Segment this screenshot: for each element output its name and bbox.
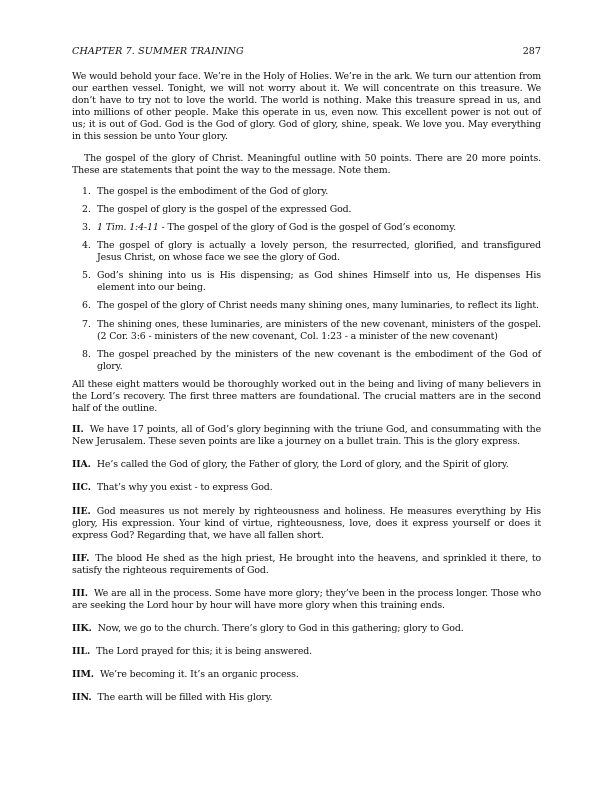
section-text: That’s why you exist - to express God. <box>96 482 273 494</box>
list-number: 3. <box>82 221 91 233</box>
list-item <box>72 300 541 312</box>
section-text: The blood He shed as the high priest, He brought into the heavens, and sprinkled it there, to satisfy the righteous requirements of God. <box>72 552 541 576</box>
list-text: The gospel of the glory of Christ needs many shining ones, many luminaries, to reflect its light. <box>97 300 539 312</box>
section-text: He’s called the God of glory, the Father of glory, the Lord of glory, and the Spirit of glory. <box>96 459 509 471</box>
section-label: IIF. <box>72 552 90 564</box>
list-item <box>72 204 541 216</box>
page-number: 287 <box>522 46 541 57</box>
section-label: IIA. <box>72 459 91 471</box>
summary-paragraph: All these eight matters would be thoroughly worked out in the being and living of many believers in the Lord’s recovery. The first three matters are foundational. The crucial matters are in the second half of the outline. <box>72 378 541 415</box>
section-text: The Lord prayed for this; it is being answered. <box>96 646 313 658</box>
list-item <box>72 349 541 373</box>
section-iin <box>72 692 541 704</box>
section-text: We have 17 points, all of God’s glory beginning with the triune God, and consummating with the New Jerusalem. These seven points are like a journey on a bullet train. This is the glory express. <box>72 424 541 448</box>
list-number: 4. <box>82 240 91 252</box>
list-number: 8. <box>82 348 91 360</box>
running-header <box>72 45 541 59</box>
section-text: The earth will be filled with His glory. <box>97 692 273 704</box>
list-number: 7. <box>82 318 91 330</box>
list-item <box>72 186 541 198</box>
document-page <box>72 0 541 736</box>
section-iic <box>72 482 541 494</box>
section-iia <box>72 459 541 471</box>
numbered-points-list <box>72 186 541 373</box>
list-text: The gospel is the embodiment of the God of glory. <box>97 185 329 197</box>
list-item <box>72 270 541 294</box>
section-iif <box>72 553 541 577</box>
section-iim <box>72 669 541 681</box>
section-text: We are all in the process. Some have more glory; they’ve been in the process longer. Those who are seeking the Lord hour by hour will have more glory when this training ends. <box>72 588 541 612</box>
list-number: 1. <box>82 185 91 197</box>
list-text: The shining ones, these luminaries, are ministers of the new covenant, ministers of the gospel. (2 Cor. 3:6 - ministers of the new covenant, Col. 1:23 - a minister of the new covenant) <box>97 318 541 342</box>
section-label: II. <box>72 424 84 436</box>
list-number: 6. <box>82 300 91 312</box>
section-iie <box>72 506 541 542</box>
list-item <box>72 240 541 264</box>
section-label: IIN. <box>72 692 92 704</box>
list-text: The gospel preached by the ministers of the new covenant is the embodiment of the God of glory. <box>97 348 541 372</box>
list-text: God’s shining into us is His dispensing; as God shines Himself into us, He dispenses His element into our being. <box>97 270 541 294</box>
scripture-reference: 1 Tim. 1:4-11 <box>97 221 159 233</box>
list-text: The gospel of glory is actually a lovely person, the resurrected, glorified, and transfigured Jesus Christ, on whose face we see the glory of God. <box>97 240 541 264</box>
section-label: IIK. <box>72 623 92 635</box>
section-label: III. <box>72 588 88 599</box>
list-text: The gospel of glory is the gospel of the expressed God. <box>97 203 352 215</box>
section-text: We’re becoming it. It’s an organic process. <box>99 669 299 681</box>
list-item <box>72 319 541 343</box>
section-label: IIM. <box>72 669 94 681</box>
outline-intro-paragraph: The gospel of the glory of Christ. Meaningful outline with 50 points. There are 20 more points. These are statements that point the way to the message. Note them. <box>72 152 541 176</box>
list-number: 2. <box>82 203 91 215</box>
section-text: God measures us not merely by righteousness and holiness. He measures everything by His glory, His expression. Your kind of virtue, righteousness, love, does it express yourself or does it express God? Regarding that, we have all fallen short. <box>72 505 541 541</box>
list-text: - The gospel of the glory of God is the gospel of God’s economy. <box>158 221 456 233</box>
intro-paragraph: We would behold your face. We’re in the Holy of Holies. We’re in the ark. We turn our attention from our earthen vessel. Tonight, we will not worry about it. We will concentrate on this treasure. We don’t have to try not to love the world. The world is nothing. Make this treasure spread in us, and into millions of other people. Make this operate in us, even now. This excellent power is not out of us; it is out of God. God is the God of glory. God of glory, shine, speak. We love you. May everything in this session be unto Your glory. <box>72 71 541 143</box>
list-item <box>72 222 541 234</box>
chapter-title: CHAPTER 7. SUMMER TRAINING <box>72 46 244 57</box>
section-ii <box>72 424 541 448</box>
section-iil <box>72 646 541 658</box>
section-label: IIE. <box>72 505 91 517</box>
section-iik <box>72 623 541 635</box>
section-iii <box>72 588 541 612</box>
section-label: IIC. <box>72 482 91 494</box>
list-number: 5. <box>82 270 91 282</box>
section-text: Now, we go to the church. There’s glory to God in this gathering; glory to God. <box>97 623 464 635</box>
section-label: IIL. <box>72 646 91 658</box>
